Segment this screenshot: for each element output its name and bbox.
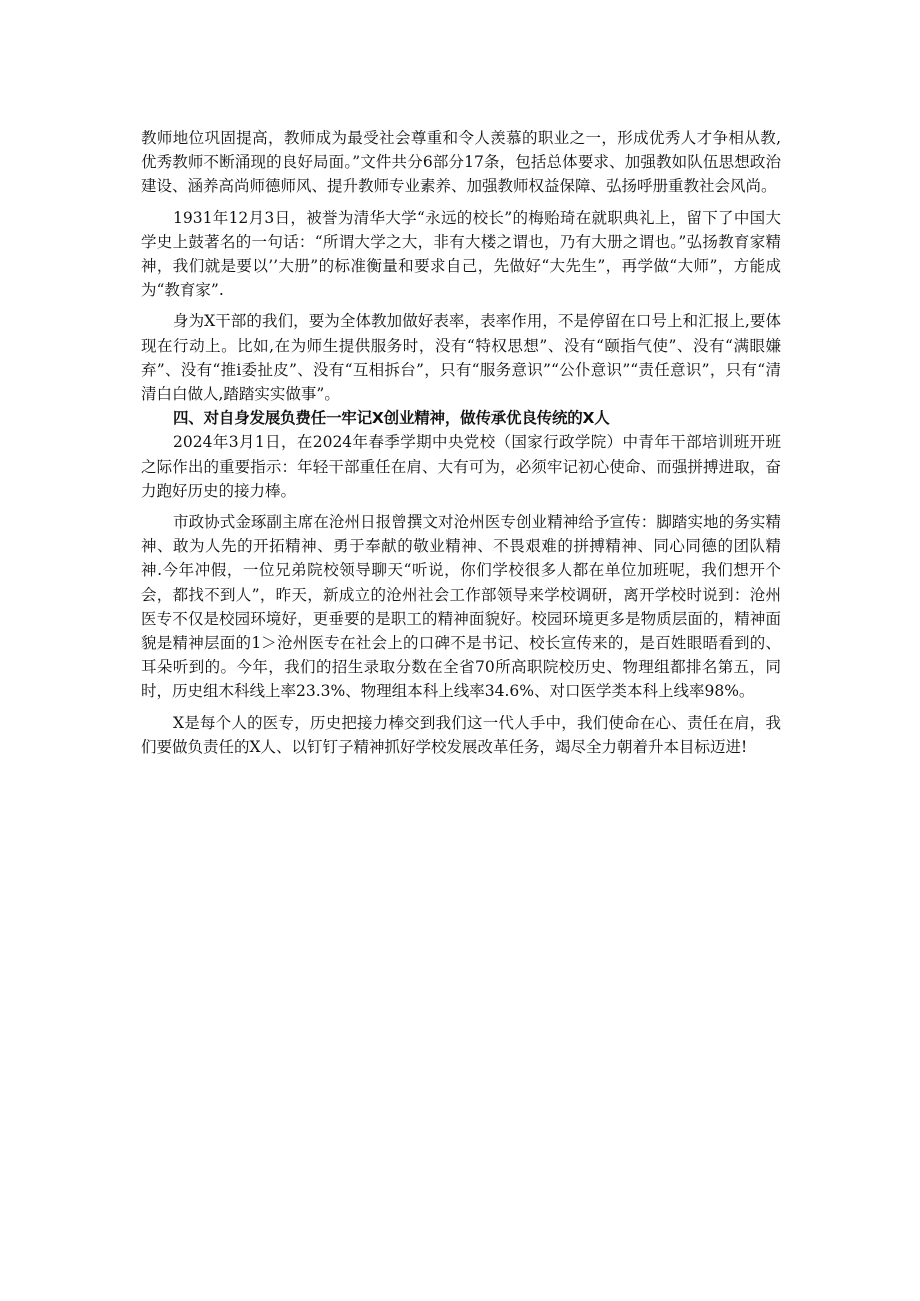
paragraph-mei-yiqi-quote: 1931年12月3日，被誉为清华大学“永远的校长”的梅贻琦在就职典礼上，留下了中国大学史上鼓著名的一句话：“所谓大学之大，非有大楼之谓也，乃有大册之谓也。”弘扬教育家精神，我们就是要以’’大册”的标准衡量和要求自己，先做好“大先生”，再学做“大师”，方能成为“教育家”.: [141, 208, 781, 300]
document-body: [141, 126, 781, 766]
section-heading-four: 四、对自身发展负费任一牢记X创业精神，做传承优良传统的X人: [173, 409, 610, 428]
paragraph-march-instruction: 2024年3月1日，在2024年春季学期中央党校（国家行政学院）中青年干部培训班开班之际作出的重要指示：年轻干部重任在肩、大有可为，必须牢记初心使命、而强拼搏进取，奋力跑好历史的接力棒。: [141, 433, 781, 500]
paragraph-cadre-role-model: 身为X干部的我们，要为全体教加做好表率，表率作用，不是停留在口号上和汇报上,要体现在行动上。比如,在为师生提供服务时，没有“特权思想”、没有“颐指气使”、没有“满眼嫌弃”、没有“推i委扯皮”、没有“互相拆台”，只有“服务意识”“公仆意识”“责任意识”，只有“清清白白做人,踏踏实实做事”。: [141, 312, 781, 404]
paragraph-teacher-status: 教师地位巩固提高，教师成为最受社会尊重和令人羡慕的职业之一，形成优秀人才争相从教,优秀教师不断涌现的良好局面。”文件共分6部分17条，包括总体要求、加强教如队伍思想政治建设、涵养高尚师德师风、提升教师专业素养、加强教师权益保障、弘扬呼册重教社会风尚。: [141, 129, 781, 196]
paragraph-pioneering-spirit: 市政协式金琢副主席在沧州日报曾撰文对沧州医专创业精神给予宣传：脚踏实地的务实精神、敢为人先的开拓精神、勇于奉献的敬业精神、不畏艰难的拼搏精神、同心同德的团队精神.今年冲假，一位兄弟院校领导聊天“听说，你们学校很多人都在单位加班呢，我们想开个会，都找不到人”，昨天，新成立的沧州社会工作部领导来学校调研，离开学校时说到：沧州医专不仅是校园环境好，更垂要的是职工的精神面貌好。校园环境更多是物质层面的，精神面貌是精神层面的1＞沧州医专在社会上的口碑不是书记、校长宣传来的，是百姓眼晤看到的、耳朵听到的。今年，我们的招生录取分数在全省70所高职院校历史、物理组都排名第五，同时，历史组木科线上率23.3%、物理组本科上线率34.6%、对口医学类本科上线率98%。: [141, 513, 781, 701]
paragraph-closing: X是每个人的医专，历史把接力棒交到我们这一代人手中，我们使命在心、责任在肩，我们要做负责任的X人、以钉钉子精神抓好学校发展改革任务，竭尽全力朝着升本目标迈进!: [141, 713, 781, 756]
